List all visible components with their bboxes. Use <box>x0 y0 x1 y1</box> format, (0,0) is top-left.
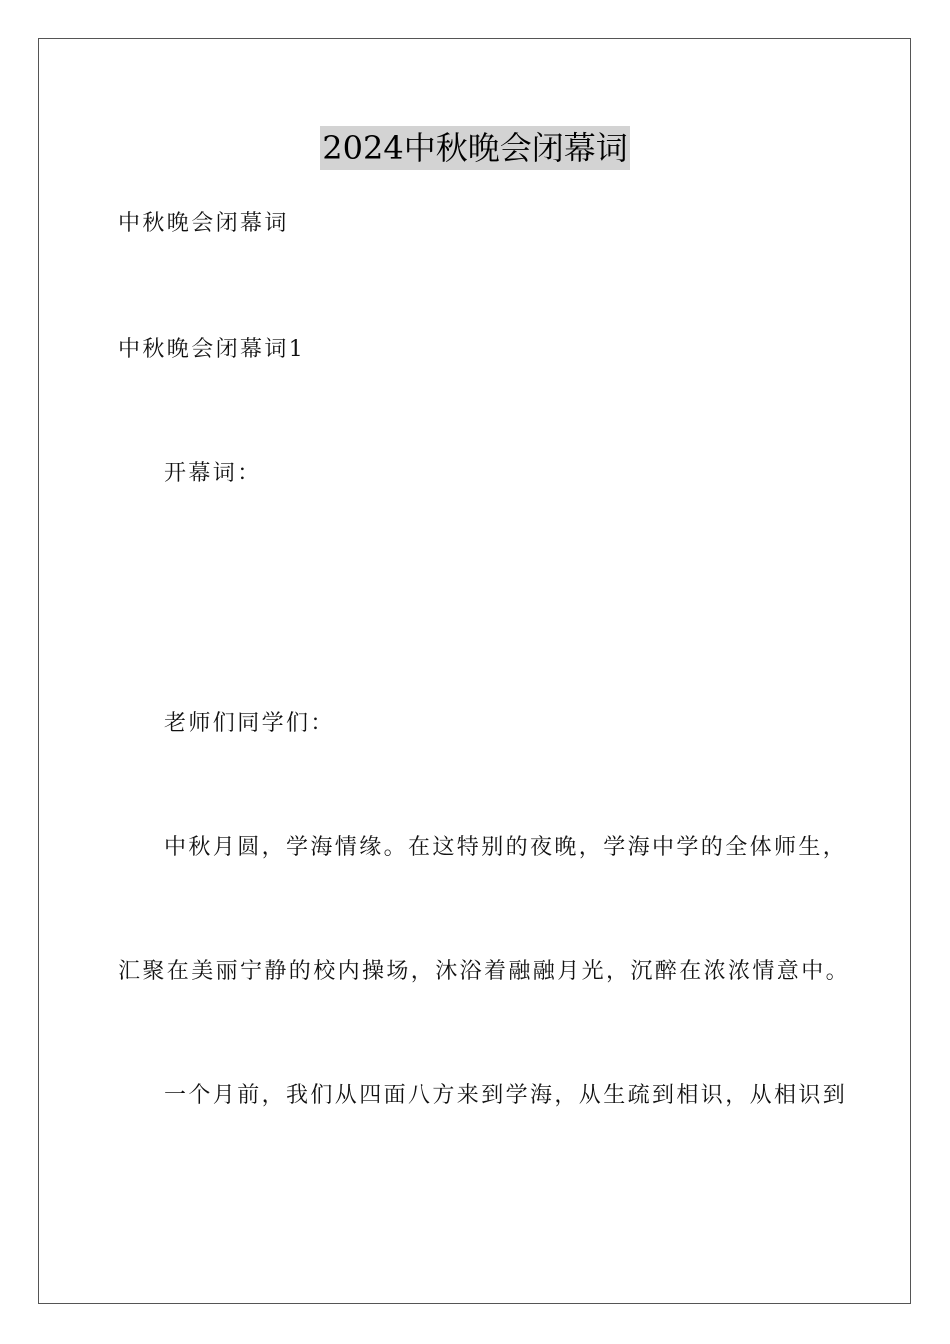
subheading-text: 中秋晚会闭幕词1 <box>118 337 306 362</box>
paragraph-line: 一个月前，我们从四面八方来到学海，从生疏到相识，从相识到 <box>164 1083 848 1108</box>
heading-text: 中秋晚会闭幕词 <box>118 211 289 236</box>
paragraph-opening-label: 开幕词： <box>164 461 262 486</box>
paragraph-line: 中秋月圆，学海情缘。在这特别的夜晚，学海中学的全体师生， <box>164 835 848 860</box>
title-container <box>0 126 950 170</box>
paragraph-line: 汇聚在美丽宁静的校内操场，沐浴着融融月光，沉醉在浓浓情意中。 <box>118 959 851 984</box>
paragraph-greeting: 老师们同学们： <box>164 711 335 736</box>
document-title: 2024中秋晚会闭幕词 <box>320 126 629 170</box>
